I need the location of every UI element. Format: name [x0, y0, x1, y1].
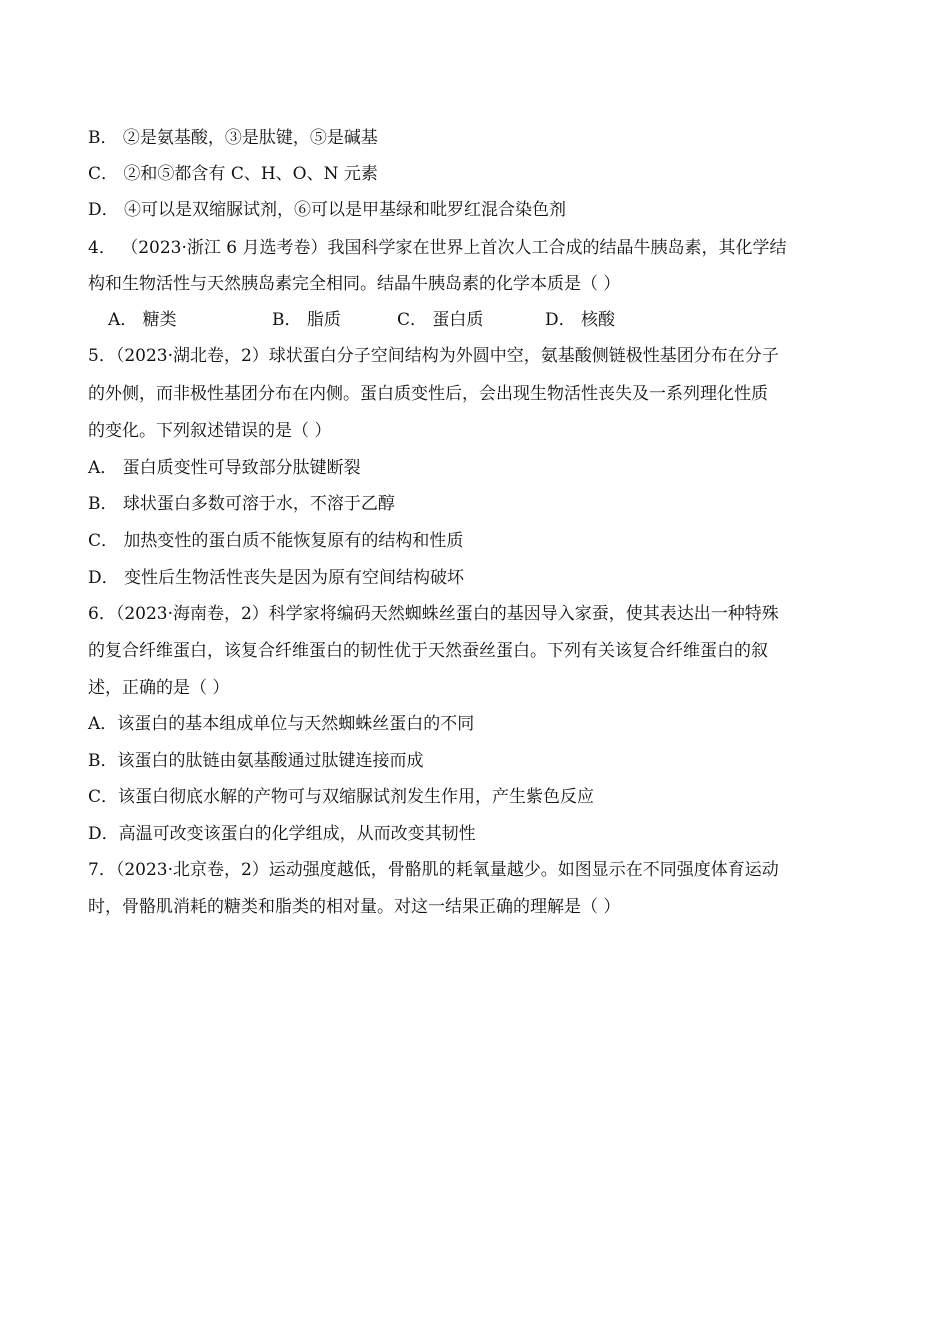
q4-option-c: C． 蛋白质 [397, 310, 484, 330]
q5-stem-line-3: 的变化。下列叙述错误的是（ ） [88, 421, 332, 441]
q7-stem-line-1: 7．（2023·北京卷，2）运动强度越低，骨骼肌的耗氧量越少。如图显示在不同强度体育运动 [88, 860, 779, 880]
q4-option-b: B． 脂质 [272, 310, 341, 330]
q6-option-b: B．该蛋白的肽链由氨基酸通过肽键连接而成 [88, 751, 424, 771]
q5-option-a: A． 蛋白质变性可导致部分肽键断裂 [88, 458, 361, 478]
q3-option-d: D． ④可以是双缩脲试剂，⑥可以是甲基绿和吡罗红混合染色剂 [88, 200, 567, 220]
q3-option-b: B． ②是氨基酸，③是肽键，⑤是碱基 [88, 128, 378, 148]
q5-option-b: B． 球状蛋白多数可溶于水，不溶于乙醇 [88, 494, 395, 514]
q4-option-d: D． 核酸 [545, 310, 616, 330]
q5-option-c: C． 加热变性的蛋白质不能恢复原有的结构和性质 [88, 531, 464, 551]
q6-option-a: A．该蛋白的基本组成单位与天然蜘蛛丝蛋白的不同 [88, 714, 475, 734]
q4-option-a: A． 糖类 [108, 310, 177, 330]
q3-option-c: C． ②和⑤都含有 C、H、O、N 元素 [88, 164, 378, 184]
q6-stem-line-3: 述，正确的是（ ） [88, 678, 230, 698]
q6-stem-line-1: 6．（2023·海南卷，2）科学家将编码天然蜘蛛丝蛋白的基因导入家蚕，使其表达出一种特殊 [88, 604, 779, 624]
q6-option-c: C．该蛋白彻底水解的产物可与双缩脲试剂发生作用，产生紫色反应 [88, 787, 595, 807]
q6-stem-line-2: 的复合纤维蛋白，该复合纤维蛋白的韧性优于天然蚕丝蛋白。下列有关该复合纤维蛋白的叙 [88, 641, 768, 661]
q5-stem-line-2: 的外侧，而非极性基团分布在内侧。蛋白质变性后，会出现生物活性丧失及一系列理化性质 [88, 384, 768, 404]
q4-stem-line-2: 构和生物活性与天然胰岛素完全相同。结晶牛胰岛素的化学本质是（ ） [88, 274, 621, 294]
q7-stem-line-2: 时，骨骼肌消耗的糖类和脂类的相对量。对这一结果正确的理解是（ ） [88, 897, 621, 917]
q5-stem-line-1: 5．（2023·湖北卷，2）球状蛋白分子空间结构为外圆中空，氨基酸侧链极性基团分布在分子 [88, 346, 779, 366]
q6-option-d: D．高温可改变该蛋白的化学组成，从而改变其韧性 [88, 824, 476, 844]
q4-stem-line-1: 4． （2023·浙江 6 月选考卷）我国科学家在世界上首次人工合成的结晶牛胰岛素，其化学结 [88, 238, 787, 258]
q5-option-d: D． 变性后生物活性丧失是因为原有空间结构破坏 [88, 568, 465, 588]
